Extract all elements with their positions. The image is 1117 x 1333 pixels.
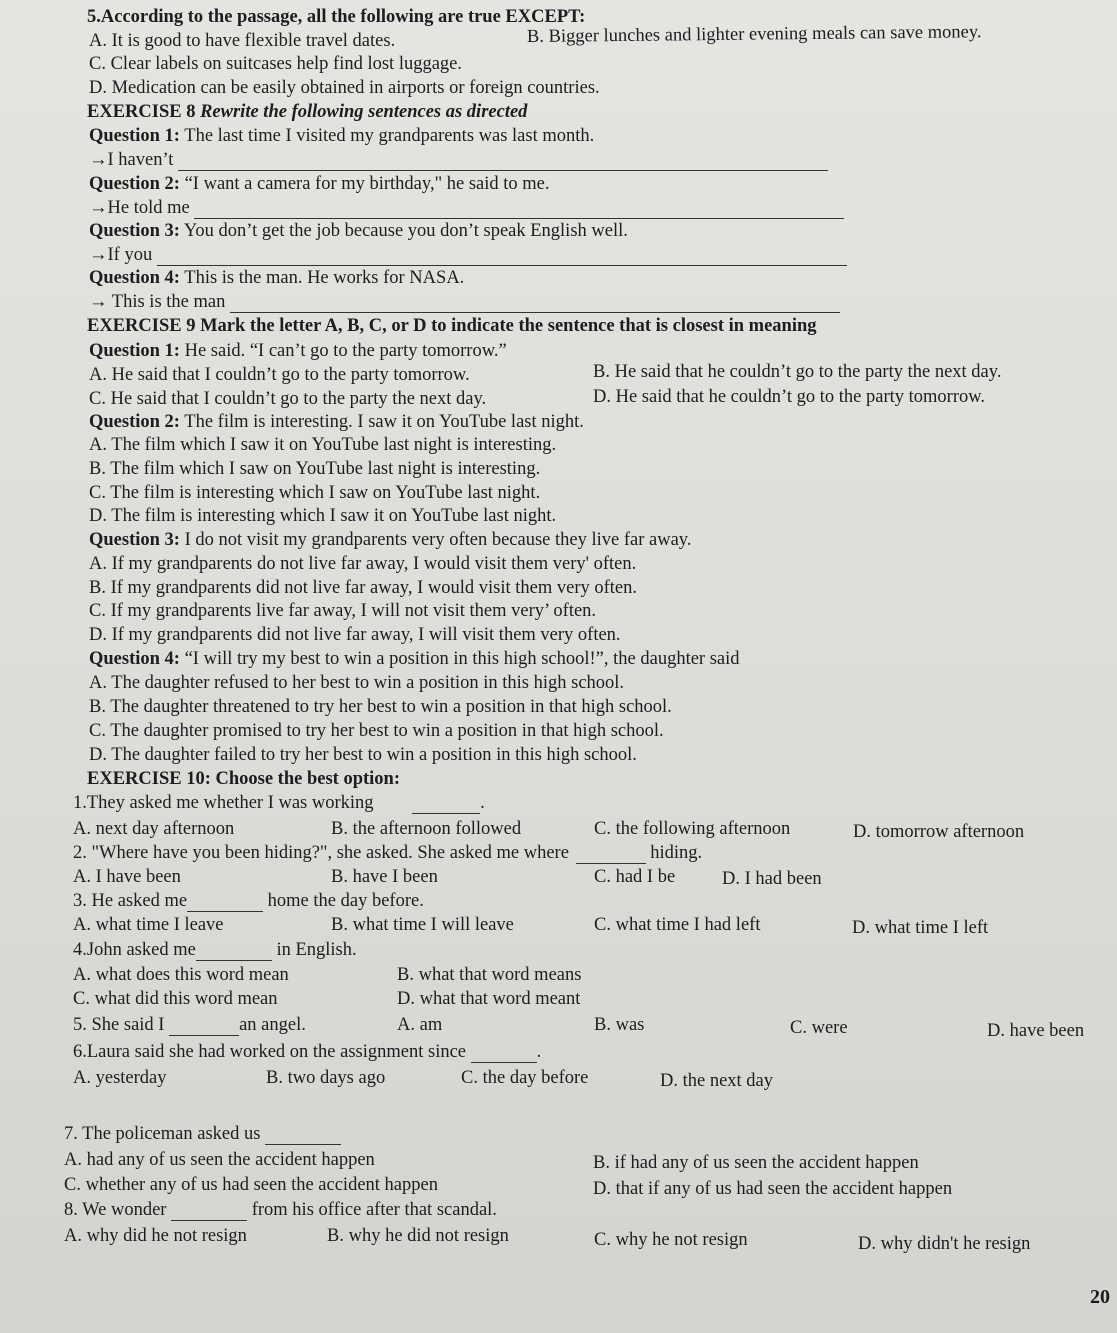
answer-blank[interactable]	[169, 1021, 239, 1036]
ex10-q1-option-b[interactable]: B. the afternoon followed	[331, 819, 522, 839]
answer-prompt: → This is the man	[89, 292, 226, 312]
ex9-question-1	[89, 340, 507, 362]
ex10-q3-option-d[interactable]: D. what time I left	[852, 918, 989, 938]
ex10-q5-option-a[interactable]: A. am	[397, 1015, 443, 1035]
ex10-q5-option-b[interactable]: B. was	[594, 1015, 645, 1035]
ex10-q2-option-b[interactable]: B. have I been	[331, 867, 438, 887]
ex10-question-3	[73, 890, 424, 912]
question-text: 2. "Where have you been hiding?", she asked. She asked me where	[73, 843, 569, 863]
ex8-answer-line-3	[89, 244, 847, 266]
ex10-q6-option-a[interactable]: A. yesterday	[73, 1068, 167, 1088]
ex10-q7-option-d[interactable]: D. that if any of us had seen the accident happen	[593, 1179, 953, 1199]
answer-blank[interactable]	[412, 799, 480, 814]
ex8-question-3	[89, 220, 628, 242]
ex9-q1-option-d[interactable]: D. He said that he couldn’t go to the party tomorrow.	[593, 387, 986, 407]
answer-blank[interactable]	[178, 156, 828, 171]
question-text: He said. “I can’t go to the party tomorrow.”	[184, 341, 507, 361]
ex9-q2-option-b[interactable]: B. The film which I saw on YouTube last night is interesting.	[89, 459, 541, 479]
question-end: home the day before.	[267, 891, 424, 911]
ex8-answer-line-2	[89, 197, 844, 219]
ex10-q8-option-c[interactable]: C. why he not resign	[594, 1230, 748, 1250]
ex8-answer-line-1	[89, 149, 828, 171]
ex9-q2-option-d[interactable]: D. The film is interesting which I saw it on YouTube last night.	[89, 506, 557, 526]
question-text: “I want a camera for my birthday," he said to me.	[184, 174, 550, 194]
question-text: This is the man. He works for NASA.	[184, 268, 465, 288]
ex10-question-2	[73, 842, 702, 864]
question-end: in English.	[276, 940, 357, 960]
ex10-q7-option-a[interactable]: A. had any of us seen the accident happen	[64, 1150, 375, 1170]
exercise-10-title: EXERCISE 10: Choose the best option:	[87, 769, 400, 789]
ex9-question-2	[89, 411, 584, 433]
answer-prompt: →He told me	[89, 198, 190, 218]
question-text: You don’t get the job because you don’t speak English well.	[183, 221, 628, 241]
question-end: .	[536, 1042, 542, 1062]
ex9-question-3	[89, 529, 691, 551]
question-text: I do not visit my grandparents very often because they live far away.	[184, 530, 692, 550]
ex8-question-4	[89, 267, 464, 289]
question-label: Question 2:	[89, 174, 180, 194]
question-label: Question 4:	[89, 268, 180, 288]
ex10-question-6	[73, 1041, 541, 1063]
ex10-q4-option-b[interactable]: B. what that word means	[397, 965, 582, 985]
answer-blank[interactable]	[471, 1048, 537, 1063]
exercise-8-title	[87, 101, 527, 123]
ex10-q7-option-c[interactable]: C. whether any of us had seen the accident happen	[64, 1175, 438, 1195]
question-text: 4.John asked me	[73, 940, 196, 960]
ex9-q3-option-c[interactable]: C. If my grandparents live far away, I will not visit them very’ often.	[89, 601, 597, 621]
question-end: an angel.	[239, 1015, 306, 1035]
ex10-q3-option-b[interactable]: B. what time I will leave	[331, 915, 514, 935]
ex10-q4-option-d[interactable]: D. what that word meant	[397, 989, 581, 1009]
ex10-q6-option-d[interactable]: D. the next day	[660, 1071, 774, 1091]
answer-blank[interactable]	[265, 1130, 341, 1145]
question-text: 1.They asked me whether I was working	[73, 793, 374, 813]
q5-option-c: C. Clear labels on suitcases help find lost luggage.	[89, 54, 463, 74]
answer-blank[interactable]	[157, 251, 847, 266]
ex10-question-8	[64, 1199, 497, 1221]
ex10-q5-option-d[interactable]: D. have been	[987, 1021, 1085, 1041]
ex10-q5-option-c[interactable]: C. were	[790, 1018, 848, 1038]
ex10-q7-option-b[interactable]: B. if had any of us seen the accident happen	[593, 1153, 919, 1173]
q5-option-a: A. It is good to have flexible travel dates.	[89, 31, 396, 51]
question-end: hiding.	[650, 843, 703, 863]
ex10-question-5	[73, 1014, 306, 1036]
ex10-q3-option-c[interactable]: C. what time I had left	[594, 915, 761, 935]
answer-blank[interactable]	[187, 897, 263, 912]
question-text: 5. She said I	[73, 1015, 165, 1035]
q5-option-d: D. Medication can be easily obtained in airports or foreign countries.	[89, 78, 600, 98]
question-text: 3. He asked me	[73, 891, 188, 911]
answer-blank[interactable]	[196, 946, 272, 961]
answer-blank[interactable]	[171, 1206, 247, 1221]
ex10-q2-option-c[interactable]: C. had I be	[594, 867, 676, 887]
ex9-q4-option-a[interactable]: A. The daughter refused to her best to win a position in this high school.	[89, 673, 625, 693]
ex10-question-7	[64, 1123, 341, 1145]
answer-prompt: →I haven’t	[89, 150, 174, 170]
ex10-q2-option-a[interactable]: A. I have been	[73, 867, 181, 887]
ex9-q4-option-d[interactable]: D. The daughter failed to try her best to win a position in this high school.	[89, 745, 637, 765]
ex9-q2-option-a[interactable]: A. The film which I saw it on YouTube last night is interesting.	[89, 435, 557, 455]
page-number: 20	[1090, 1286, 1110, 1308]
ex10-q1-option-c[interactable]: C. the following afternoon	[594, 819, 791, 839]
exercise-9-title: EXERCISE 9 Mark the letter A, B, C, or D to indicate the sentence that is closest in meaning	[87, 316, 817, 336]
question-label: Question 4:	[89, 649, 180, 669]
question-text: 7. The policeman asked us	[64, 1124, 261, 1144]
q5-stem: 5.According to the passage, all the following are true EXCEPT:	[87, 7, 586, 27]
answer-blank[interactable]	[194, 204, 844, 219]
answer-prompt: →If you	[89, 245, 153, 265]
ex10-question-1	[73, 792, 485, 814]
exercise-8-instruction: Rewrite the following sentences as directed	[200, 102, 528, 122]
question-text: The film is interesting. I saw it on YouTube last night.	[184, 412, 584, 432]
ex10-q4-option-c[interactable]: C. what did this word mean	[73, 989, 278, 1009]
ex10-q1-option-d[interactable]: D. tomorrow afternoon	[853, 822, 1025, 842]
ex8-answer-line-4	[89, 291, 840, 313]
ex10-q2-option-d[interactable]: D. I had been	[722, 869, 822, 889]
question-text: “I will try my best to win a position in this high school!”, the daughter said	[184, 649, 740, 669]
ex9-q1-option-b[interactable]: B. He said that he couldn’t go to the party the next day.	[593, 362, 1002, 382]
ex8-question-2	[89, 173, 550, 195]
question-label: Question 1:	[89, 341, 180, 361]
question-text: 6.Laura said she had worked on the assignment since	[73, 1042, 467, 1062]
ex9-q4-option-c[interactable]: C. The daughter promised to try her best to win a position in that high school.	[89, 721, 664, 741]
question-label: Question 3:	[89, 530, 180, 550]
q5-option-b: B. Bigger lunches and lighter evening meals can save money.	[526, 22, 982, 47]
question-label: Question 1:	[89, 126, 180, 146]
question-end: .	[480, 793, 485, 813]
ex9-question-4	[89, 648, 740, 670]
exercise-8-label: EXERCISE 8	[87, 102, 196, 122]
ex9-q3-option-d[interactable]: D. If my grandparents did not live far away, I will visit them very often.	[89, 625, 621, 645]
question-label: Question 2:	[89, 412, 180, 432]
ex9-q4-option-b[interactable]: B. The daughter threatened to try her best to win a position in that high school.	[89, 697, 672, 717]
ex10-q4-option-a[interactable]: A. what does this word mean	[73, 965, 289, 985]
ex9-q1-option-c[interactable]: C. He said that I couldn’t go to the party the next day.	[89, 389, 487, 409]
ex10-question-4	[73, 939, 357, 961]
ex10-q6-option-c[interactable]: C. the day before	[461, 1068, 589, 1088]
ex10-q6-option-b[interactable]: B. two days ago	[266, 1068, 386, 1088]
ex10-q1-option-a[interactable]: A. next day afternoon	[73, 819, 235, 839]
ex10-q8-option-b[interactable]: B. why he did not resign	[327, 1226, 509, 1246]
ex9-q1-option-a[interactable]: A. He said that I couldn’t go to the party tomorrow.	[89, 365, 470, 385]
ex9-q3-option-a[interactable]: A. If my grandparents do not live far away, I would visit them very' often.	[89, 554, 637, 574]
question-text: The last time I visited my grandparents was last month.	[184, 126, 595, 146]
answer-blank[interactable]	[230, 298, 840, 313]
question-label: Question 3:	[89, 221, 180, 241]
ex9-q3-option-b[interactable]: B. If my grandparents did not live far away, I would visit them very often.	[89, 578, 638, 598]
ex9-q2-option-c[interactable]: C. The film is interesting which I saw on YouTube last night.	[89, 483, 541, 503]
ex10-q8-option-a[interactable]: A. why did he not resign	[64, 1226, 247, 1246]
ex10-q3-option-a[interactable]: A. what time I leave	[73, 915, 224, 935]
question-text: 8. We wonder	[64, 1200, 167, 1220]
ex10-q8-option-d[interactable]: D. why didn't he resign	[858, 1234, 1031, 1254]
question-end: from his office after that scandal.	[251, 1200, 497, 1220]
ex8-question-1	[89, 125, 594, 147]
answer-blank[interactable]	[576, 849, 646, 864]
